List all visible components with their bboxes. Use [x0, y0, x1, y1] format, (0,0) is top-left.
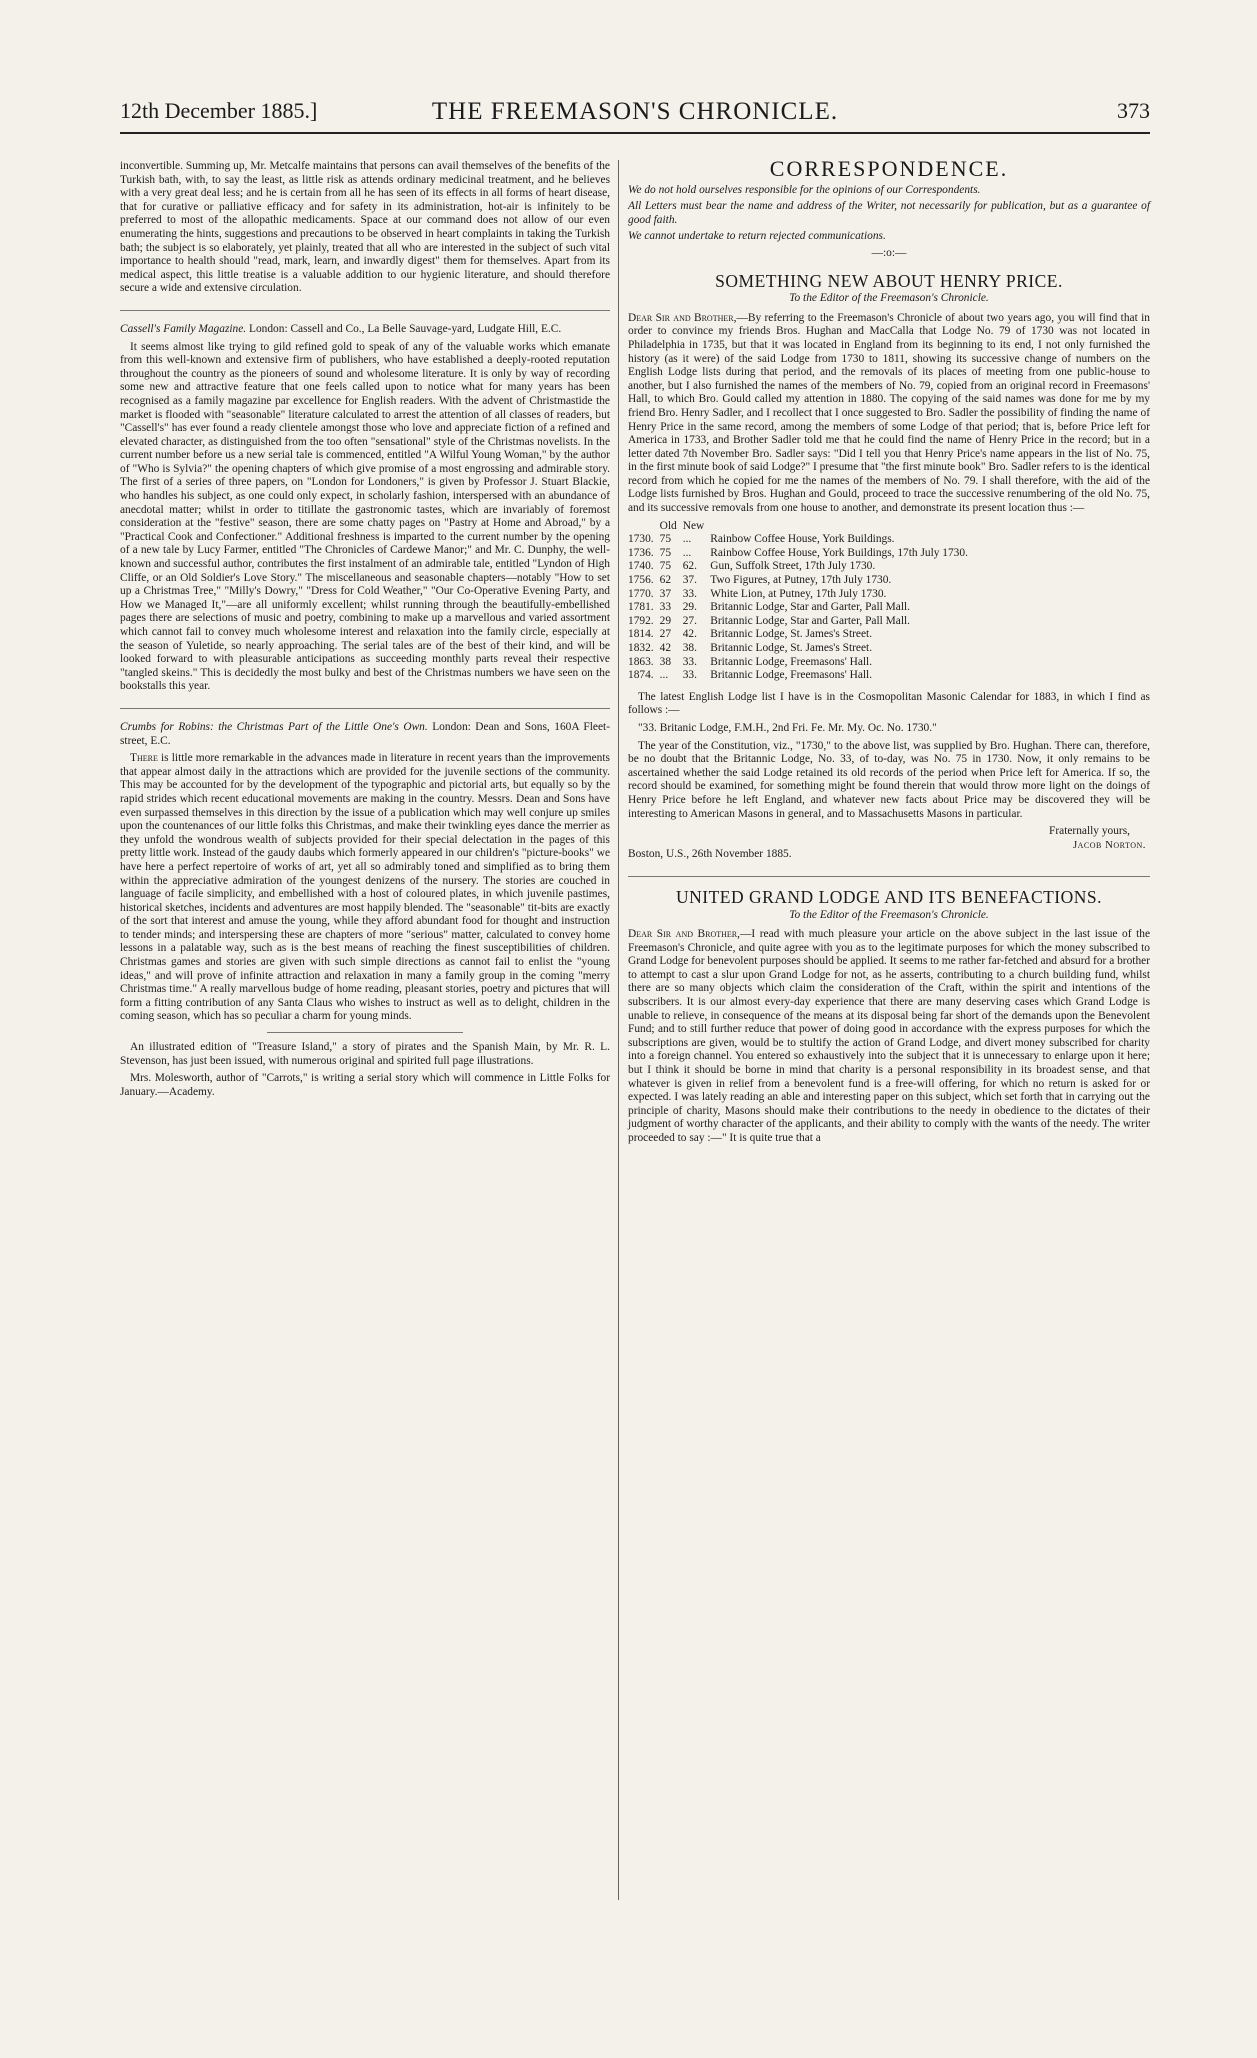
- to-editor-line: To the Editor of the Freemason's Chronicle.: [789, 908, 989, 921]
- divider: [267, 1032, 463, 1033]
- table-row: [628, 601, 974, 615]
- old-number-cell: 29: [659, 614, 672, 627]
- cassell-review-header: [120, 323, 610, 337]
- new-number-cell: 29.: [682, 601, 697, 614]
- new-number-cell: 33.: [682, 655, 697, 668]
- turkish-bath-review-end: inconvertible. Summing up, Mr. Metcalfe maintains that persons can avail themselves of the benefits of the Turkish bath, with, to say the least, as little risk as attends ordinary medicinal treatment, and he believes with a very great deal less; and he is certain from all he has seen of its effects in all forms of heart disease, that for curative or palliative efficacy and for safety in its administration, hot-air is infinitely to be preferred to most of the allopathic medicaments. Space at our command does not allow of our even enumerating the hints, suggestions and precautions to be observed in heart complaints in taking the Turkish bath; the subject is so elaborately, yet plainly, treated that all who are interested in the subject of such vital importance to health should "read, mark, learn, and inwardly digest" them for themselves. Apart from its medical aspect, this little treatise is a valuable addition to our hygienic literature, and should therefore secure a wide and extensive circulation.: [120, 160, 610, 295]
- place-cell: Rainbow Coffee House, York Buildings.: [710, 533, 895, 546]
- editorial-notice: All Letters must bear the name and address of the Writer, not necessarily for publication, but as a guarantee of good faith.: [628, 200, 1150, 226]
- place-cell: Britannic Lodge, Freemasons' Hall.: [710, 655, 873, 668]
- divider: [120, 708, 610, 709]
- year-cell: 1756.: [628, 574, 654, 587]
- old-number-cell: ...: [659, 669, 669, 682]
- old-number-cell: 38: [659, 655, 672, 668]
- section-heading: CORRESPONDENCE.: [769, 156, 1009, 181]
- year-cell: 1770.: [628, 587, 654, 600]
- old-number-cell: 75: [659, 560, 672, 573]
- year-cell: 1730.: [628, 533, 654, 546]
- old-number-cell: 75: [659, 546, 672, 559]
- new-number-cell: 38.: [682, 642, 697, 654]
- column-header-old: Old: [659, 519, 677, 532]
- divider: [628, 876, 1150, 877]
- old-number-cell: 33: [659, 601, 672, 614]
- column-header-new: New: [682, 519, 705, 532]
- calendar-quote: "33. Britanic Lodge, F.M.H., 2nd Fri. Fe. Mr. My. Oc. No. 1730.": [638, 721, 937, 734]
- old-number-cell: 75: [659, 533, 672, 546]
- treasure-island-note: An illustrated edition of "Treasure Island," a story of pirates and the Spanish Main, by Mr. R. L. Stevenson, has just been issued, with numerous original and spirited full page illustrations.: [120, 1041, 610, 1067]
- table-row: [628, 656, 974, 670]
- newspaper-title: THE FREEMASON'S CHRONICLE.: [431, 98, 839, 125]
- crumbs-review-body: [120, 752, 610, 1024]
- new-number-cell: 42.: [682, 628, 697, 641]
- crumbs-lead-word: There: [130, 752, 158, 765]
- new-number-cell: 33.: [682, 587, 697, 600]
- year-cell: 1781.: [628, 601, 654, 614]
- letter-signature: Jacob Norton.: [1072, 838, 1146, 851]
- place-cell: Britannic Lodge, Star and Garter, Pall Mall.: [710, 614, 911, 627]
- new-number-cell: 62.: [682, 560, 697, 573]
- letter-text: —By referring to the Freemason's Chronicle of about two years ago, you will find that in order to convince my friends Bros. Hughan and MacCalla that Lodge No. 79 of 1730 was not located in Philadelphia in 1735, but that it was located in England from its beginning to its end, I not only furnished the history (as it were) of the said Lodge from 1730 to 1811, showing its successive change of numbers on the English Lodge lists during that period, and the removals of its places of meeting from one public-house to another, but I also furnished the names of the members of No. 79, copied from an original record in Freemasons' Hall, to which Bro. Gould called my attention in 1880. The copying of the said names was done for me by my friend Bro. Henry Sadler, and I recollect that I once suggested to Bro. Sadler the possibility of finding the name of Henry Price in the same record, among the members of some Lodge of that period; that is, before Price left for America in 1733, and Brother Sadler told me that he could find the name of Henry Price in the record; but in a letter dated 7th November Bro. Sadler says: "Did I tell you that Henry Price's name appears in the list of No. 75, in the first minute book of said Lodge?" I presume that "the first minute book" Bro. Sadler refers to is the identical record from which he copied for me the names of the members of No. 79. I shall therefore, with the aid of the Lodge lists furnished by Bros. Hughan and Gould, proceed to trace the successive renumbering of the old No. 75, and its successive removals from one house to another, and demonstrate its present location thus :—: [628, 311, 1150, 515]
- old-number-cell: 62: [659, 574, 672, 587]
- letter-body: The year of the Constitution, viz., "1730," to the above list, was supplied by Bro. Hughan. There can, therefore, be no doubt that the Britannic Lodge, No. 33, of to-day, was No. 75 in 1730. Now, it only remains to be ascertained whether the said Lodge retained its old records of the period when Price left for America. If so, the record should be examined, for something might be found therein that would throw more light on the doings of Henry Price before he left England, and whatever new facts about Price may be discovered they will be interesting to American Masons in general, and to Massachusetts Masons in particular.: [628, 739, 1150, 820]
- place-cell: Rainbow Coffee House, York Buildings, 17th July 1730.: [710, 546, 968, 559]
- to-editor-line: To the Editor of the Freemason's Chronicle.: [789, 292, 989, 305]
- right-column: [628, 156, 1150, 1150]
- table-row: [628, 574, 974, 588]
- letter-body: The latest English Lodge list I have is in the Cosmopolitan Masonic Calendar for 1883, in which I find as follows :—: [628, 690, 1150, 717]
- letter-place-date: Boston, U.S., 26th November 1885.: [628, 848, 792, 861]
- salutation: Dear Sir and Brother,: [628, 928, 740, 941]
- place-cell: White Lion, at Putney, 17th July 1730.: [710, 587, 887, 600]
- old-number-cell: 37: [659, 587, 672, 600]
- molesworth-note: Mrs. Molesworth, author of "Carrots," is writing a serial story which will commence in Little Folks for January.—Academy.: [120, 1072, 610, 1098]
- place-cell: Britannic Lodge, Freemasons' Hall.: [710, 669, 873, 682]
- masthead: [120, 98, 1150, 134]
- place-cell: Britannic Lodge, St. James's Street.: [710, 628, 873, 641]
- table-row: [628, 547, 974, 561]
- crumbs-publisher: London: Dean and Sons, 160A Fleet-street, E.C.: [120, 720, 610, 747]
- new-number-cell: ...: [682, 533, 692, 546]
- year-cell: 1740.: [628, 560, 654, 573]
- new-number-cell: 27.: [682, 614, 697, 627]
- place-cell: Britannic Lodge, Star and Garter, Pall Mall.: [710, 601, 911, 614]
- left-column: [120, 160, 610, 1103]
- table-row: [628, 642, 974, 656]
- crumbs-title: Crumbs for Robins: the Christmas Part of the Little One's Own.: [120, 720, 428, 733]
- year-cell: 1792.: [628, 614, 654, 627]
- article-title: UNITED GRAND LODGE AND ITS BENEFACTIONS.: [675, 886, 1103, 907]
- new-number-cell: 33.: [682, 669, 697, 682]
- salutation: Dear Sir and Brother,: [628, 311, 737, 324]
- letter-body: [628, 928, 1150, 1146]
- year-cell: 1814.: [628, 628, 654, 641]
- cassell-publisher: London: Cassell and Co., La Belle Sauvage-yard, Ludgate Hill, E.C.: [249, 322, 562, 335]
- new-number-cell: ...: [682, 546, 692, 559]
- editorial-notice: We do not hold ourselves responsible for the opinions of our Correspondents.: [628, 183, 981, 196]
- cassell-review-body: It seems almost like trying to gild refined gold to speak of any of the valuable works which emanate from this well-known and extensive firm of publishers, who have established a deeply-rooted reputation throughout the country as the pioneers of sound and wholesome literature. It is only by way of recording some new and attractive feature that one feels called upon to notice what for many years has been recognised as a family magazine par excellence for English readers. With the advent of Christmastide the market is flooded with "seasonable" literature calculated to arrest the attention of all classes of readers, but "Cassell's" has ever found a ready clientele amongst those who love and appreciate fiction of a refined and elevated character, as distinguished from the too often "sensational" style of the Christmas novelists. In the current number before us a new serial tale is commenced, entitled "A Wilful Young Woman," by the author of "Who is Sylvia?" the opening chapters of which give promise of a most engrossing and admirable story. The first of a series of three papers, on "London for Londoners," is given by Professor J. Stuart Blackie, who handles his subject, as one could only expect, in scholarly fashion, interspersed with an abundance of anecdotal matter; whilst in order to titillate the gastronomic tastes, which are invariably of foremost consideration at the "festive" season, there are some chatty pages on "Pastry at Home and Abroad," by a "Practical Cook and Confectioner." Additional freshness is imparted to the current number by the opening of a new tale by Lucy Farmer, entitled "The Chronicles of Cardewe Manor;" and Mr. C. Dunphy, the well-known and successful author, contributes the first instalment of an admirable tale, entitled "Lyndon of High Cliffe, or an Old Soldier's Love Story." The miscellaneous and seasonable chapters—notably "How to set up a Christmas Tree," "Milly's Dowry," "Dress for Cold Weather," "Our Co-Operative Evening Party, and How we Managed It,"—are all uniformly excellent; whilst running through the beautifully-embellished pages there are selections of music and poetry, combining to make up a marvellous and varied assortment which cannot fail to convey much wholesome interest and relaxation into the family circle, especially at the season of Yuletide, so nearly approaching. The serial tales are of the best of their kind, and will be looked forward to with pleasurable anticipations as succeeding monthly parts reveal their respective "tangled skeins." This is decidedly the most bulky and best of the Christmas numbers we have seen on the bookstalls this year.: [120, 340, 610, 693]
- column-rule: [618, 160, 619, 1900]
- new-number-cell: 37.: [682, 574, 697, 587]
- crumbs-review-text: is little more remarkable in the advances made in literature in recent years than the improvements that appear almost daily in the attractions which are provided for the juvenile sections of the community. This may be accounted for by the development of the typographic and pictorial arts, but equally so by the rapid strides which recent educational movements are making in the country. Messrs. Dean and Sons have even surpassed themselves in this direction by the issue of a publication which may well conjure up smiles upon the countenances of our little folks this Christmas, and make their twinkling eyes dance the merrier as they unfold the wondrous wealth of subjects provided for their special delectation in the pages of this pretty little work. Instead of the gaudy daubs which formerly appeared in our children's "picture-books" we have here a perfect repertoire of works of art, yet all so admirably toned and simplified as to bring them within the appreciative admiration of the youngest denizens of the nursery. The stories are couched in language of facile simplicity, and embellished with a host of coloured plates, in which juvenile pastimes, historical sketches, incidents and adventures are most happily blended. The "seasonable" tit-bits are exactly of the sort that interest and amuse the young, while they afford abundant food for thought and instruction to tender minds; and interspersing these are chapters of more "serious" matter, calculated to convey home lessons in a palatable way, such as is the best means of reaching the finest susceptibilities of children. Christmas games and stories are given with such simple directions as cannot fail to enlist the "young ideas," and will prove of infinite attraction and relaxation in many a family group in the coming "merry Christmas time." A really marvellous budge of home reading, pleasant stories, poetry and pictures that will form a fitting contribution of any Santa Claus who wishes to instruct as well as to delight, children in the coming season, which has so peculiar a charm for young minds.: [120, 752, 610, 1023]
- old-number-cell: 27: [659, 628, 672, 641]
- editorial-notice: We cannot undertake to return rejected communications.: [628, 230, 886, 243]
- year-cell: 1832.: [628, 642, 654, 654]
- old-number-cell: 42: [659, 642, 672, 654]
- place-cell: Gun, Suffolk Street, 17th July 1730.: [710, 560, 876, 573]
- year-cell: 1874.: [628, 669, 654, 682]
- table-row: [628, 560, 974, 574]
- letter-text: —I read with much pleasure your article on the above subject in the last issue of the Freemason's Chronicle, and quite agree with you as to the legitimate purposes for which the money subscribed to Grand Lodge for benevolent purposes should be applied. It seems to me rather far-fetched and absurd for a brother to attempt to cast a slur upon Grand Lodge for not, as he asserts, contributing to a church building fund, whilst there are so many objects which claim the consideration of the Craft, within the spirit and intentions of the subscribers. It is our almost every-day experience that there are many deserving cases which Grand Lodge is unable to relieve, in consequence of the means at its disposal being far short of the demands upon the Benevolent Fund; and to still further reduce that power of doing good in accordance with the express purposes for which the subscriptions are given, would be to stultify the action of Grand Lodge, and divert money subscribed for charity into a foreign channel. You entered so exhaustively into the subject that it is unnecessary to enlarge upon it here; but I think it should be borne in mind that charity is a personal responsibility in its broadest sense, and that whatever is given in relief from a benevolent fund is a free-will offering, for which no return is asked for or expected. I was lately reading an able and interesting paper on this subject, which set forth that in carrying out the principle of charity, Masons should make their contributions to the needy in obedience to the dictates of their judgment of worthy character of the applicants, and their ability to comply with the wants of the needy. The writer proceeded to say :—" It is quite true that a: [628, 928, 1150, 1144]
- table-row: [628, 669, 974, 683]
- letter-body: [628, 312, 1150, 516]
- letter-closing: Fraternally yours,: [1049, 825, 1130, 838]
- ornament-divider: —:o:—: [871, 246, 907, 259]
- table-row: [628, 588, 974, 602]
- place-cell: Britannic Lodge, St. James's Street.: [710, 642, 873, 654]
- table-row: [628, 628, 974, 642]
- issue-date: 12th December 1885.]: [120, 98, 318, 123]
- table-header-row: [628, 520, 974, 534]
- year-cell: 1736.: [628, 546, 654, 559]
- divider: [120, 310, 610, 311]
- place-cell: Two Figures, at Putney, 17th July 1730.: [710, 574, 892, 587]
- lodge-number-table: [628, 520, 974, 683]
- cassell-title: Cassell's Family Magazine.: [120, 322, 247, 335]
- table-row: [628, 533, 974, 547]
- year-cell: 1863.: [628, 655, 654, 668]
- table-row: [628, 615, 974, 629]
- crumbs-review-header: [120, 721, 610, 748]
- page-number: 373: [1117, 98, 1150, 123]
- article-title: SOMETHING NEW ABOUT HENRY PRICE.: [715, 270, 1063, 291]
